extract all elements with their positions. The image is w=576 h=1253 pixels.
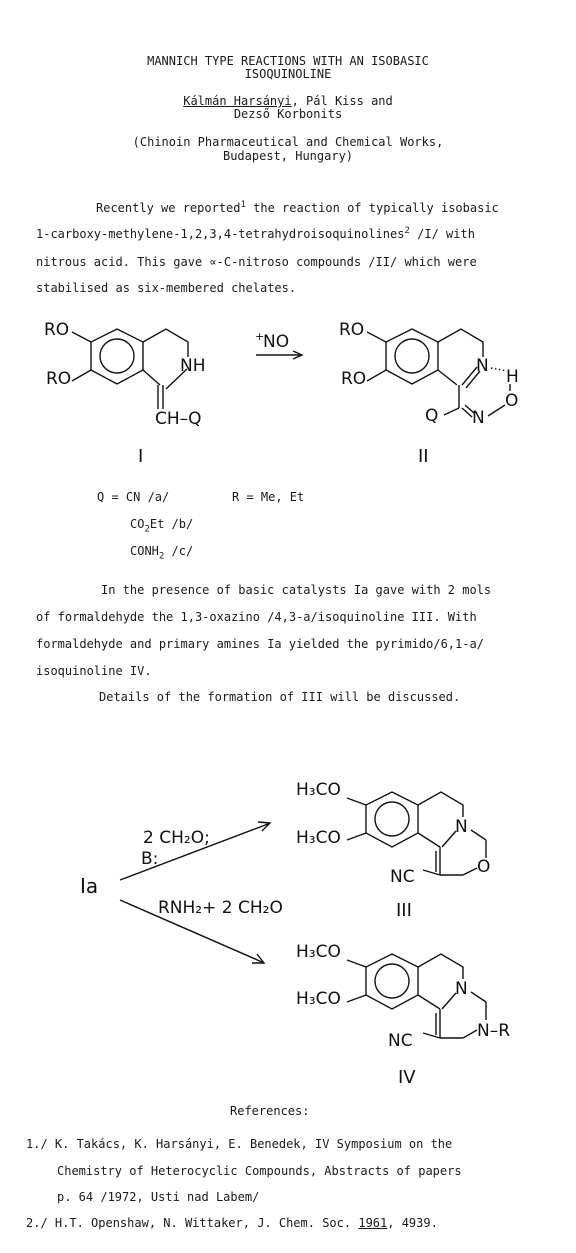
def-text: CO xyxy=(130,517,145,531)
para1-text: Recently we reported xyxy=(96,201,241,215)
para2-line5: Details of the formation of III will be discussed. xyxy=(99,690,461,704)
substituent-methoxy: H₃CO xyxy=(296,989,341,1009)
para1-line1 xyxy=(96,201,499,215)
atom-n: N xyxy=(455,979,468,999)
reference-2-year: 1961 xyxy=(358,1216,388,1230)
reagent-base: B: xyxy=(141,849,159,869)
para1-line4: stabilised as six-membered chelates. xyxy=(36,281,297,295)
para2-line3: formaldehyde and primary amines Ia yielded the pyrimido/6,1-a/ xyxy=(36,637,484,651)
references-heading: References: xyxy=(230,1104,310,1118)
def-subscript: 2 xyxy=(144,524,150,535)
group-n-r: N–R xyxy=(477,1021,511,1041)
reference-1-line2: Chemistry of Heterocyclic Compounds, Abstracts of papers xyxy=(57,1164,462,1178)
group-nitrile: NC xyxy=(390,867,415,887)
authors-separator: , Pál Kiss and xyxy=(291,94,393,108)
reagent-no: NO xyxy=(263,332,290,352)
reagent-amine-formaldehyde: RNH₂+ 2 CH₂O xyxy=(158,898,283,918)
compound-label-IV: IV xyxy=(398,1067,416,1088)
scheme-nitrosation xyxy=(0,305,576,475)
scheme-mannich xyxy=(0,760,576,1100)
author-harsanyi: Kálmán Harsányi xyxy=(183,94,292,108)
compound-label-II: II xyxy=(418,446,429,467)
substituent-methoxy: H₃CO xyxy=(296,780,341,800)
para1-text: the reaction of typically isobasic xyxy=(245,201,499,215)
reference-2-pages: , 4939. xyxy=(387,1216,438,1230)
group-nitrile: NC xyxy=(388,1031,413,1051)
reference-2-text: 2./ H.T. Openshaw, N. Wittaker, J. Chem. Soc. xyxy=(26,1216,359,1230)
reaction-arrow-nitrosation xyxy=(255,330,302,359)
author-korbonits: Dezső Korbonits xyxy=(233,107,343,121)
para2-line1: In the presence of basic catalysts Ia gave with 2 mols xyxy=(101,583,492,597)
atom-nh: NH xyxy=(180,356,206,376)
structure-II xyxy=(339,320,519,467)
reagent-charge: + xyxy=(255,330,265,343)
reaction-arrow-to-III xyxy=(120,822,270,880)
substituent-ro: RO xyxy=(44,320,70,340)
group-q: Q xyxy=(425,406,439,426)
para2-line4: isoquinoline IV. xyxy=(36,664,152,678)
atom-h: H xyxy=(506,367,519,387)
reference-1-line3: p. 64 /1972, Usti nad Labem/ xyxy=(57,1190,260,1204)
footnote-ref-1: 1 xyxy=(240,200,246,210)
authors-line1 xyxy=(0,94,576,108)
substituent-methoxy: H₃CO xyxy=(296,942,341,962)
definition-r: R = Me, Et xyxy=(232,490,305,504)
def-text: Et /b/ xyxy=(149,517,194,531)
atom-n: N xyxy=(455,817,468,837)
def-text: /c/ xyxy=(164,544,194,558)
para1-text: 1-carboxy-methylene-1,2,3,4-tetrahydroisoquinolines xyxy=(36,227,405,241)
compound-label-III: III xyxy=(396,900,412,921)
affiliation-line2: Budapest, Hungary) xyxy=(222,149,354,163)
atom-o: O xyxy=(477,857,491,877)
definition-q-b xyxy=(130,517,194,535)
para1-text: /I/ with xyxy=(409,227,475,241)
compound-label-I: I xyxy=(138,446,144,467)
def-subscript: 2 xyxy=(158,551,165,562)
structure-IV xyxy=(296,942,510,1088)
substituent-methoxy: H₃CO xyxy=(296,828,341,848)
def-text: CONH xyxy=(130,544,159,558)
atom-n: N xyxy=(476,356,489,376)
definition-q-a: Q = CN /a/ xyxy=(97,490,170,504)
structure-I xyxy=(44,320,206,467)
substituent-ro: RO xyxy=(46,369,72,389)
reagent-formaldehyde: 2 CH₂O; xyxy=(143,828,210,848)
substituent-ro: RO xyxy=(341,369,367,389)
paper-title-line2: ISOQUINOLINE xyxy=(244,67,332,81)
paper-title-line1: MANNICH TYPE REACTIONS WITH AN ISOBASIC xyxy=(147,54,429,68)
para1-line2 xyxy=(36,227,475,241)
reaction-arrow-to-IV xyxy=(120,898,283,963)
compound-label-Ia: Ia xyxy=(80,874,99,898)
reference-1-line1: 1./ K. Takács, K. Harsányi, E. Benedek, IV Symposium on the xyxy=(26,1137,453,1151)
group-ch-q: CH–Q xyxy=(155,409,202,429)
reference-2 xyxy=(26,1216,438,1230)
atom-o: O xyxy=(505,391,519,411)
para1-line3: nitrous acid. This gave ∝-C-nitroso compounds /II/ which were xyxy=(36,255,477,269)
structure-III xyxy=(296,780,490,921)
definition-q-c xyxy=(130,544,194,562)
footnote-ref-2: 2 xyxy=(404,226,410,236)
para2-line2: of formaldehyde the 1,3-oxazino /4,3-a/isoquinoline III. With xyxy=(36,610,477,624)
atom-n: N xyxy=(472,408,485,428)
affiliation-line1: (Chinoin Pharmaceutical and Chemical Works, xyxy=(132,135,444,149)
substituent-ro: RO xyxy=(339,320,365,340)
